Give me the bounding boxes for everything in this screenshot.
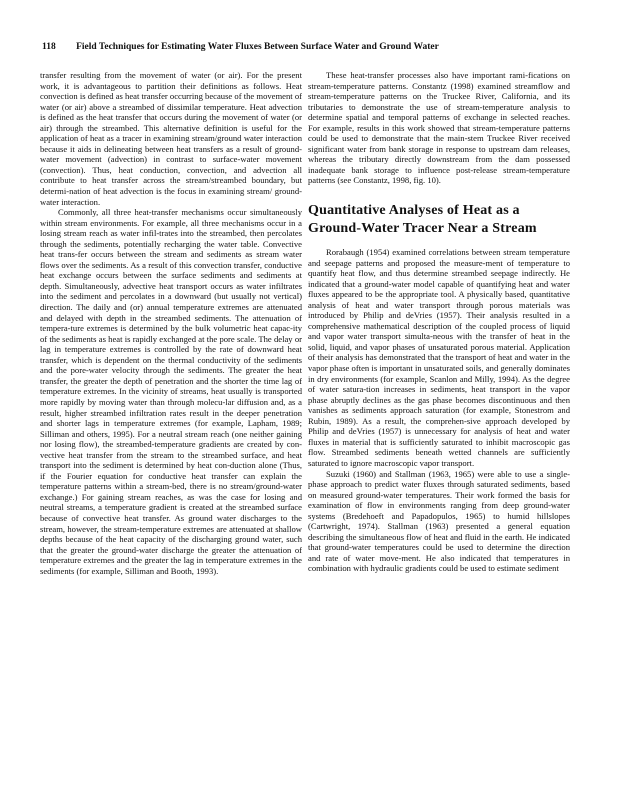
left-column (40, 70, 302, 576)
running-title: Field Techniques for Estimating Water Fluxes Between Surface Water and Ground Water (76, 42, 439, 52)
page-number: 118 (42, 42, 56, 52)
running-header (42, 42, 582, 52)
paragraph: Suzuki (1960) and Stallman (1963, 1965) were able to use a single-phase approach to predict water fluxes through saturated sediments, based on measured ground-water temperatures. Their work formed the basis for examination of flow in environments ranging from deep ground-water systems (Bredehoeft and Papadopulos, 1965) to humid hillslopes (Cartwright, 1974). Stallman (1963) presented a general equation describing the simultaneous flow of heat and fluid in the earth. He indicated that ground-water temperatures could be used to determine the direction and rate of water move-ment. He also indicated that temperatures in combination with hydraulic gradients could be used to estimate sediment (308, 468, 570, 574)
section-heading: Quantitative Analyses of Heat as a Ground-Water Tracer Near a Stream (308, 203, 537, 236)
right-column (308, 70, 570, 574)
paragraph: Rorabaugh (1954) examined correlations between stream temperature and seepage patterns and proposed the measure-ment of temperature to quantify heat flow, and thus determine streambed seepage indirectly. He indicated that a ground-water model capable of quantifying heat and water fluxes appeared to be the appropriate tool. A physically based, quantitative analysis of heat and water transport through porous materials was introduced by Philip and deVries (1957). Their analysis resulted in a comprehensive mathematical description of the coupled process of liquid and vapor water transport simulta-neous with the transfer of heat in the solid, liquid, and vapor phases of unsaturated porous material. Application of their analysis has demonstrated that the transport of heat and water in the vapor phase often is important in unsaturated soils, and generally dominates in dry environments (for example, Scanlon and Milly, 1994). As the degree of water satura-tion increases in sediments, heat transport in the vapor phase abruptly declines as the gas phase becomes discontinuous and then vanishes as sediments approach saturation (for example, Stonestrom and Rubin, 1989). As a result, the comprehen-sive approach developed by Philip and deVries (1957) is unnecessary for analysis of heat and water fluxes in material that is sufficiently saturated to inhibit macroscopic gas flow. Streambed sediments beneath wetted channels are sufficiently saturated to ignore macroscopic vapor transport. (308, 247, 570, 468)
paragraph: These heat-transfer processes also have important rami-fications on stream-temperature patterns. Constantz (1998) examined streamflow and stream-temperature patterns on the Truckee River, California, and its tributaries to demonstrate the use of stream-temperature analysis to determine spatial and temporal patterns of exchange in selected reaches. For example, results in this work showed that stream-temperature patterns could be used to demonstrate that the main-stem Truckee River received significant water from bank storage in response to upstream dam releases, whereas the tributary directly downstream from the dam possessed inadequate bank storage to influence post-release stream-temperature patterns (see Constantz, 1998, fig. 10). (308, 70, 570, 186)
paragraph: Commonly, all three heat-transfer mechanisms occur simultaneously within stream environments. For example, all three mechanisms occur in a losing stream reach as water infil-trates into the streambed, then percolates through the sediments, potentially recharging the water table. Convective heat trans-fer occurs between the stream and sediments as stream water flows over the sediments. As a result of this convection transfer, conductive heat exchange occurs between the surface sediments and sediments at depth. Simultaneously, advective heat transport occurs as water infiltrates into the sediment and percolates in a downward (but usually not vertical) direction. The daily and (or) annual temperature extremes are attenuated and delayed with depth in the streambed sediments. The attenuation of tempera-ture extremes is determined by the bulk volumetric heat capac-ity of the sediments as heat is rapidly exchanged at the pore scale. The delay or lag in temperature extremes is controlled by the rate of downward heat transfer, which is dependent on the thermal conductivity of the sediments and the pore-water velocity through the sediments. The greater the heat transfer, the greater the depth of penetration and the shorter the time lag of temperature extremes. In the vicinity of streams, heat usually is transported more rapidly by moving water than through molecu-lar diffusion and, as a result, higher streambed infiltration rates result in the deeper penetration and shorter lags in temperature extremes (for example, Lapham, 1989; Silliman and others, 1995). For a neutral stream reach (one neither gaining nor losing flow), the streambed-temperature gradients are created by con-vective heat transfer from the stream to the streambed surface, and heat transport into the sediment is determined by heat con-duction alone (Thus, if the Fourier equation for conductive heat transfer can explain the temperature patterns within a stream-bed, there is no stream/ground-water exchange.) For gaining stream reaches, as was the case for losing and neutral streams, a temperature gradient is created at the streambed surface because of convective heat transfer. As ground water discharges to the stream, however, the stream-temperature extremes are attenuated at shallow depths because of the heat capacity of the discharging ground water, such that the greater the ground-water discharge the greater the attenuation of temperature extremes and the greater the lag in temperature extremes in the sediments (for example, Silliman and Booth, 1993). (40, 207, 302, 576)
paragraph: transfer resulting from the movement of water (or air). For the present work, it is advantageous to partition their definitions as follows. Heat convection is defined as heat transfer occurring because of the movement of water (or air) above a streambed of dissimilar temperature. Heat advection is defined as the heat transfer that occurs during the movement of water (or air) through the streambed. This alternative definition is useful for the application of heat as a tracer in examining stream/ground water interaction because it aids in delineating between heat transfers as a result of ground-water movement (advection) in contrast to surface-water movement (convection). Thus, heat conduction, convection, and advection all contribute to heat transfer across the stream/streambed boundary, but determi-nation of heat advection is the focus in examining stream/ ground-water interaction. (40, 70, 302, 207)
